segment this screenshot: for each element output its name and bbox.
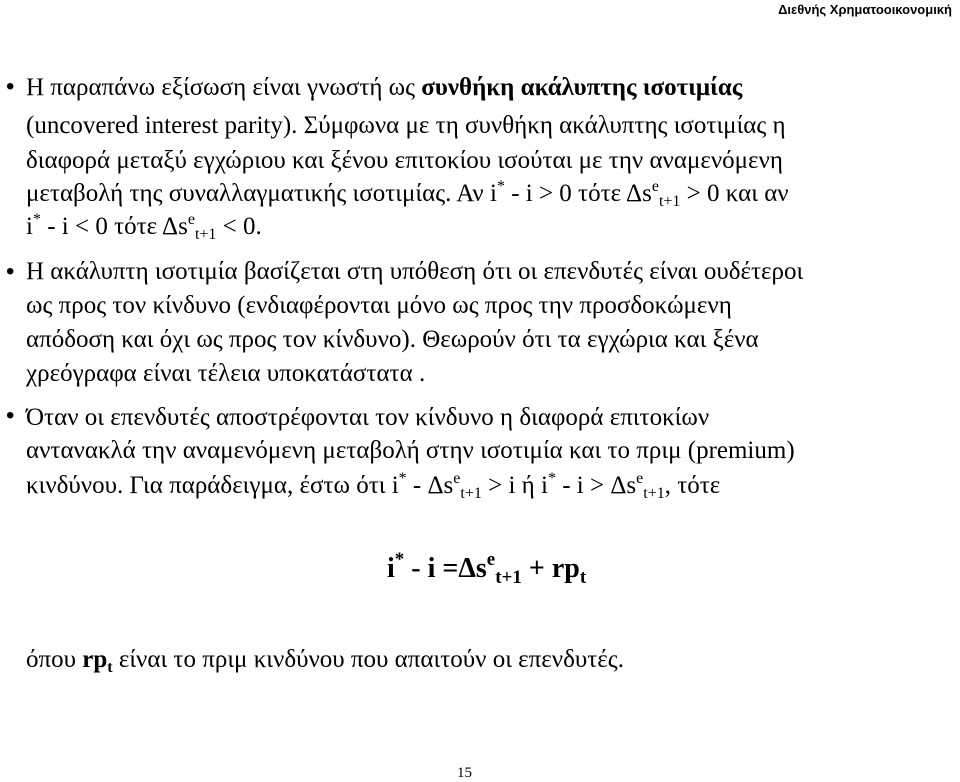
bullet-2-line-3: απόδοση και όχι ως προς τον κίνδυνο). Θεωρούν ότι τα εγχώρια και ξένα — [26, 326, 759, 353]
bullet-2-line-1: Η ακάλυπτη ισοτιμία βασίζεται στη υπόθεση ότι οι επενδυτές είναι ουδέτεροι — [26, 258, 804, 285]
bullet-3-line-2: αντανακλά την αναμενόμενη μεταβολή στην ισοτιμία και το πριμ (premium) — [26, 437, 795, 464]
bullet-1-line-3: διαφορά μεταξύ εγχώριου και ξένου επιτοκίου ισούται με την αναμενόμενη — [26, 147, 783, 174]
bullet-2-line-2: ως προς τον κίνδυνο (ενδιαφέρονται μόνο ως προς την προσδοκώμενη — [26, 292, 732, 319]
uip-term: συνθήκη ακάλυπτης ισοτιμίας — [421, 74, 743, 101]
bullet-icon: • — [6, 402, 15, 429]
bullet-1-line-2: (uncovered interest parity). Σύμφωνα με τη συνθήκη ακάλυπτης ισοτιμίας η — [26, 112, 786, 139]
formula-explanation: όπου $rp_t$ είναι το πριμ κινδύνου που απαιτούν οι επενδυτές. — [26, 646, 624, 676]
bullet-1-line-1: Η παραπάνω εξίσωση είναι γνωστή ως συνθήκη ακάλυπτης ισοτιμίας — [26, 74, 743, 101]
bullet-1-line-5: i* - i < 0 τότε $\Delta s^e_{t+1} < 0$. — [26, 211, 262, 243]
bullet-icon: • — [6, 73, 15, 100]
risk-premium-formula: $i^* - i =\Delta s^e_{t+1} + rp_t$ — [387, 549, 587, 588]
bullet-3-line-3: κινδύνου. Για παράδειγμα, έστω ότι $i^* - \Delta s^e_{t+1} > i$ ή $i^* - i > \Delta s^e_{t+1}$, τότε — [26, 470, 721, 502]
bullet-2-line-4: χρεόγραφα είναι τέλεια υποκατάστατα . — [26, 360, 426, 387]
page-number: 15 — [457, 765, 472, 781]
bullet-icon: • — [6, 258, 15, 285]
bullet-1-line-4: μεταβολή της συναλλαγματικής ισοτιμίας. Αν i* - i > 0 τότε $\Delta s^e_{t+1} > 0$ και αν — [26, 178, 789, 210]
bullet-3-line-1: Όταν οι επενδυτές αποστρέφονται τον κίνδυνο η διαφορά επιτοκίων — [26, 404, 710, 431]
header-title: Διεθνής Χρηματοοικονομική — [778, 2, 952, 17]
